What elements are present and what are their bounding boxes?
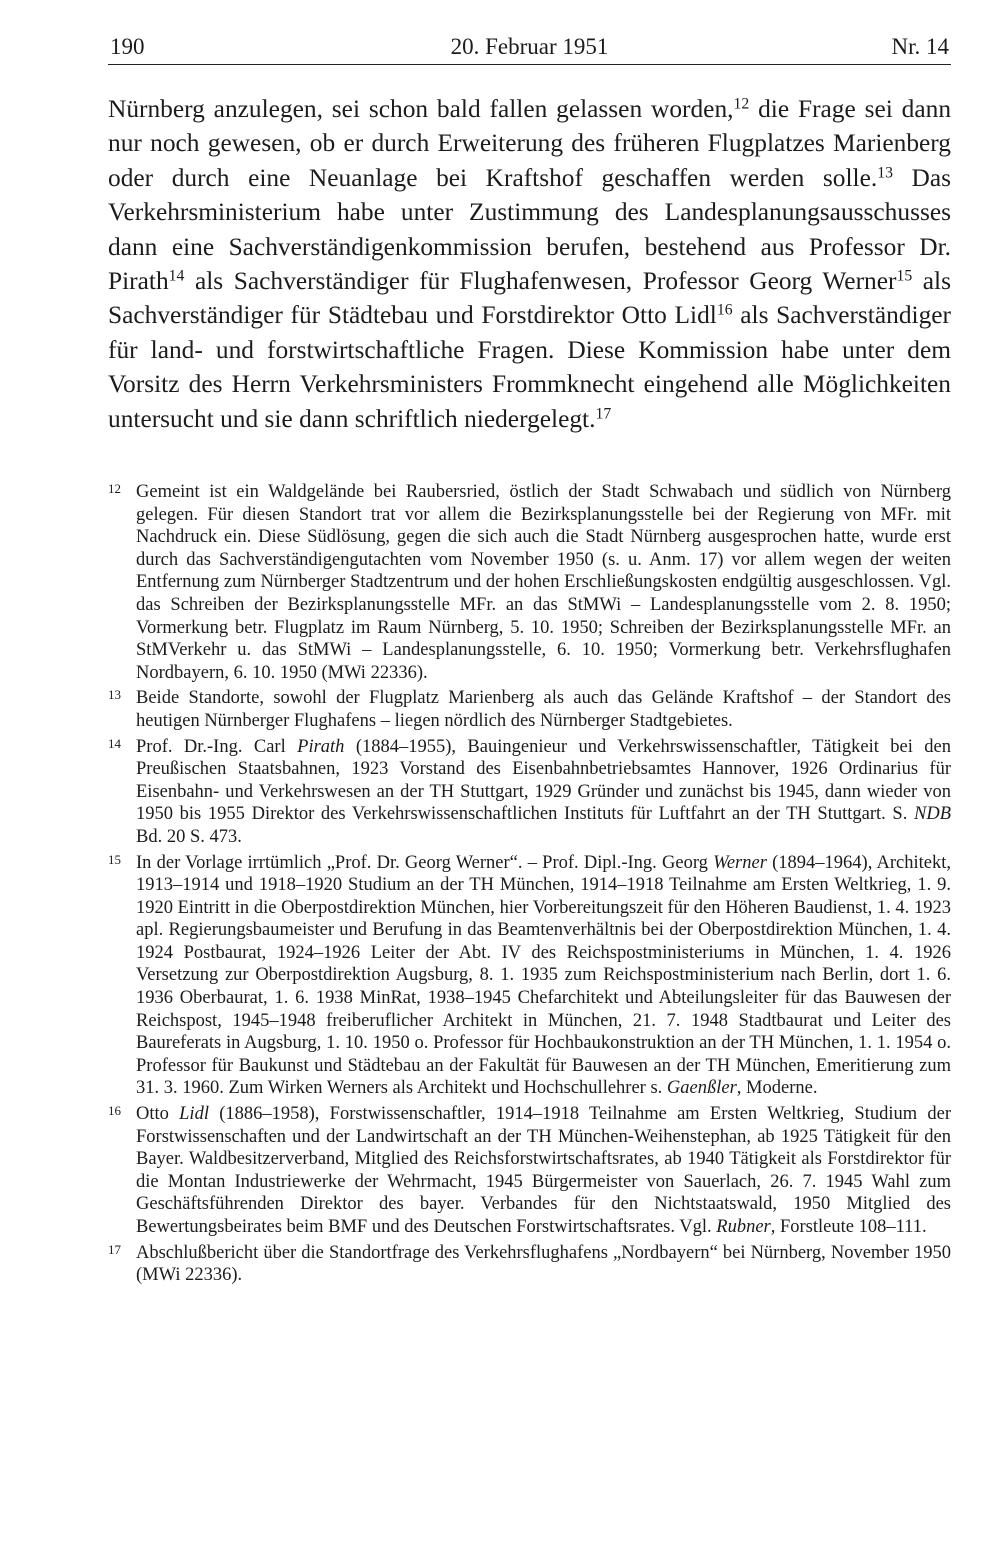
footnote-text: Gemeint ist ein Waldgelände bei Raubersried, östlich der Stadt Schwabach und südlich von Nürnberg gelegen. Für diesen Standort trat vor allem die Bezirksplanungsstelle bei der Regierung von MFr. mit Nachdruck ein. Diese Südlösung, gegen die sich auch die Stadt Nürnberg ausgesprochen hatte, wurde erst durch das Sachverständigengutachten vom November 1950 (s. u. Anm. 17) vor allem wegen der weiten Entfernung zum Nürnberger Stadtzentrum und der hohen Erschließungskosten endgültig ausgeschlossen. Vgl. das Schreiben der Bezirksplanungsstelle MFr. an das StMWi – Landesplanungsstelle vom 2. 8. 1950; Vormerkung betr. Flugplatz im Raum Nürnberg, 5. 10. 1950; Schreiben der Bezirksplanungsstelle MFr. an StMVerkehr u. das StMWi – Landesplanungsstelle, 6. 10. 1950; Vormerkung betr. Verkehrsflughafen Nordbayern, 6. 10. 1950 (MWi 22336). [136, 482, 951, 683]
body-text-segment: als Sachverständiger für Flughafenwesen, Professor Georg Werner [184, 267, 897, 296]
person-name: Pirath [297, 736, 345, 757]
footnote-text [136, 853, 951, 1099]
footnote-ref-15[interactable]: 15 [896, 267, 913, 285]
header-date: 20. Februar 1951 [450, 34, 609, 59]
footnote-number: 17 [108, 1241, 121, 1257]
footnote-text-segment: , Forstleute 108–111. [770, 1217, 927, 1237]
footnotes [108, 481, 951, 1290]
page-number: 190 [110, 34, 145, 59]
footnote-number: 15 [108, 851, 121, 867]
body-text-segment: Nürnberg anzulegen, sei schon bald fallen gelassen worden, [108, 95, 734, 123]
footnote-ref-16[interactable]: 16 [716, 301, 733, 319]
issue-number: Nr. 14 [891, 34, 949, 59]
footnote-15 [108, 852, 951, 1101]
footnote-text [136, 737, 951, 847]
footnote-number: 13 [108, 687, 121, 703]
footnote-text [136, 1104, 951, 1237]
footnote-text: Beide Standorte, sowohl der Flugplatz Marienberg als auch das Gelände Kraftshof – der Standort des heutigen Nürnberger Flughafens – liegen nördlich des Nürnberger Stadtgebietes. [136, 688, 951, 731]
person-name: Lidl [179, 1104, 209, 1125]
footnote-text: Abschlußbericht über die Standortfrage des Verkehrsflughafens „Nordbayern“ bei Nürnberg, November 1950 (MWi 22336). [136, 1242, 951, 1286]
footnote-ref-13[interactable]: 13 [877, 164, 893, 182]
footnote-17 [108, 1242, 951, 1287]
reference-author: Gaenßler [666, 1078, 737, 1099]
body-text-segment: die Frage sei dann nur noch gewesen, ob er durch Erweiterung des früheren Flugplatzes Marienberg oder durch eine Neuanlage bei Kraftshof geschaffen werden solle. [108, 95, 952, 192]
footnote-text-segment: Otto [136, 1104, 180, 1125]
footnote-number: 16 [108, 1103, 121, 1119]
footnote-14 [108, 736, 951, 849]
person-name: Werner [713, 852, 767, 873]
footnote-ref-12[interactable]: 12 [733, 95, 750, 113]
main-paragraph [108, 92, 951, 436]
footnote-text-segment: Prof. Dr.-Ing. Carl [136, 736, 298, 757]
body-text-segment: Das Verkehrsministerium habe unter Zustimmung des Landesplanungsausschusses dann eine Sachverständigenkommission berufen, bestehend aus Professor Dr. Pirath [108, 163, 951, 296]
footnote-text-segment: (1884–1955), Bauingenieur und Verkehrswissenschaftler, Tätigkeit bei den Preußischen Staatsbahnen, 1923 Vorstand des Eisenbahnbetriebsamtes Hannover, 1926 Ordinarius für Eisenbahn- und Verkehrswesen an der TH Stuttgart, 1929 Gründer und zunächst bis 1945, dann wieder von 1950 bis 1955 Direktor des Verkehrswissenschaftlichen Instituts für Luftfahrt an der TH Stuttgart. S. [136, 736, 951, 825]
body-text-segment: als Sachverständiger für Städtebau und Forstdirektor Otto Lidl [108, 267, 951, 330]
footnote-text-segment: (1886–1958), Forstwissenschaftler, 1914–1918 Teilnahme am Ersten Weltkrieg, Studium der Forstwissenschaften und der Landwirtschaft an der TH München-Weihenstephan, ab 1925 Tätigkeit für den Bayer. Waldbesitzerverband, Mitglied des Reichsforstwirtschaftsrates, ab 1940 Tätigkeit als Forstdirektor für die Montan Industriewerke der Wehrmacht, 1945 Bürgermeister von Sauerlach, 26. 7. 1945 Wahl zum Geschäftsführenden Direktor des bayer. Verbandes für den Nichtstaatswald, 1950 Mitglied des Bewertungsbeirates beim BMF und des Deutschen Forstwirtschaftsrates. Vgl. [136, 1104, 952, 1237]
footnote-number: 12 [108, 481, 121, 496]
footnote-12 [108, 481, 951, 684]
footnote-text-segment: (1894–1964), Architekt, 1913–1914 und 1918–1920 Studium an der TH München, 1914–1918 Teilnahme am Ersten Weltkrieg, 1. 9. 1920 Eintritt in die Oberpostdirektion München, hier Vorbereitungszeit für den Höheren Baudienst, 1. 4. 1923 apl. Regierungsbaumeister und Berufung in das Beamtenverhältnis bei der Oberpostdirektion München, 1. 4. 1924 Postbaurat, 1924–1926 Leiter der Abt. IV des Reichspostministeriums in München, 1. 4. 1926 Versetzung zur Oberpostdirektion Augsburg, 8. 1. 1935 zum Reichspostministerium nach Berlin, dort 1. 6. 1936 Oberbaurat, 1. 6. 1938 MinRat, 1938–1945 Chefarchitekt und Abteilungsleiter für das Bauwesen der Reichspost, 1945–1948 freiberuflicher Architekt in München, 21. 7. 1948 Stadtbaurat und Leiter des Baureferats in Augsburg, 1. 10. 1950 o. Professor für Hochbaukonstruktion an der TH München, 1. 1. 1954 o. Professor für Baukunst und Städtebau an der Fakultät für Bauwesen an der TH München, Emeritierung zum 31. 3. 1960. Zum Wirken Werners als Architekt und Hochschullehrer s. [136, 852, 951, 1099]
footnote-text-segment: In der Vorlage irrtümlich „Prof. Dr. Georg Werner“. – Prof. Dipl.-Ing. Georg [136, 852, 714, 873]
footnote-ref-14[interactable]: 14 [168, 267, 185, 285]
reference-author: Rubner [716, 1217, 771, 1237]
footnote-ref-17[interactable]: 17 [595, 405, 612, 422]
running-header [108, 34, 951, 65]
body-text-segment: als Sachverständiger für land- und forstwirtschaftliche Fragen. Diese Kommission habe unter dem Vorsitz des Herrn Verkehrsministers Frommknecht eingehend alle Möglichkeiten untersucht und sie dann schriftlich niedergelegt. [108, 301, 951, 433]
footnote-text-segment: , Moderne. [736, 1078, 818, 1099]
reference-abbreviation: NDB [914, 804, 951, 825]
footnote-text-segment: Bd. 20 S. 473. [136, 826, 242, 847]
footnote-16 [108, 1103, 951, 1239]
footnote-13 [108, 687, 951, 732]
footnote-number: 14 [108, 735, 121, 751]
